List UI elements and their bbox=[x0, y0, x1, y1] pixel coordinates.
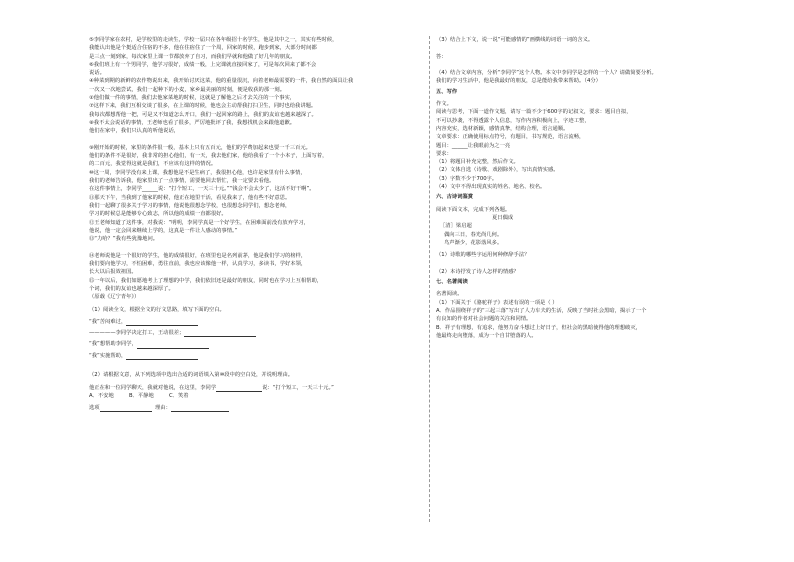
text-line: 个词，我们的友谊也越来越深厚了。 bbox=[89, 285, 174, 292]
answer-blank[interactable] bbox=[184, 330, 256, 337]
fill-in-row bbox=[89, 340, 422, 348]
text-line: 不可以抄袭，不得透露个人信息，写作内容积极向上，字迹工整， bbox=[436, 117, 590, 124]
text-line: 的二百元，我觉得这就是我们，不应该有这样的情况。 bbox=[89, 161, 217, 168]
text-line: 我每次都想帮他一把，可是又不知道怎么开口，我们一起回家的路上，我们的友谊也越来越深了。 bbox=[89, 111, 317, 118]
text-line: ⑨刚开始的时候，家里的条件很一般，基本上只有五百元，他们的学费加起来也要一千三百元。 bbox=[89, 144, 311, 151]
fill-in-prompt: “我”实施帮助， bbox=[89, 352, 127, 359]
text-line: 文章要求：正确使用标点符号，有题目，书写规范，语言流畅， bbox=[436, 134, 585, 141]
text-line: 我们的老师告诉我，他家里出了一点事情，需要他回去帮忙，我一定要去看他。 bbox=[89, 178, 275, 185]
text-line bbox=[436, 61, 772, 69]
reason-blank[interactable] bbox=[171, 405, 229, 412]
requirement-item: （3）字数不少于700字。 bbox=[436, 175, 498, 182]
fill-in-prompt: “我”想帮助李同学， bbox=[89, 341, 137, 348]
text-line: ②他们做一件的事情，我们去他家菜地的时候，这就是了解他之后才去关注的一个事实， bbox=[89, 95, 296, 102]
answer-label: 选项 bbox=[89, 405, 100, 412]
text-line: ⑮一年以后，我们如愿地考上了理想的中学，我们依旧还是最好的朋友，同时也在学习上互相帮助， bbox=[89, 277, 323, 284]
requirements-label: 要求： bbox=[436, 150, 452, 157]
option-a: A．不安地 bbox=[89, 392, 114, 399]
fill-in-prompt: —————李同学决定打工，王动很差； bbox=[89, 330, 185, 337]
option-b: B．平静地 bbox=[128, 392, 154, 399]
text-line: 一次又一次地尝试，我们一起种下的小麦，家乡最美丽的时刻，便是收获的那一刻。 bbox=[89, 86, 285, 93]
text-line: 题目：______让我眼前为之一亮 bbox=[436, 142, 511, 149]
question-2-options bbox=[89, 392, 422, 400]
text-line: 我们要向他学习，不怕困难，勇往直前，我也应该像他一样，认真学习，多读书，学好本领， bbox=[89, 261, 307, 268]
question-2-sentence-pre: 他正在和一位同学聊天，我就对他说，在这里，李同学 bbox=[89, 384, 217, 391]
question-2-answer-line bbox=[89, 404, 422, 412]
requirement-item: （4）文中不得出现真实的姓名、地名、校名。 bbox=[436, 184, 546, 191]
text-line: 他们在家中，我们只认真的听他说话， bbox=[89, 128, 180, 135]
text-line bbox=[89, 243, 422, 251]
text-line: （原载《辽宁青年》） bbox=[89, 294, 140, 301]
section-5-heading: 五、写作 bbox=[436, 88, 458, 95]
right-column bbox=[436, 36, 772, 340]
text-line: 长大以后报效祖国。 bbox=[89, 269, 137, 276]
option-line: 有良知的作者对社会问题的关注和同情。 bbox=[436, 316, 532, 323]
question-2-sentence-post: 说：“打个短工，一天三十元。” bbox=[262, 384, 334, 391]
writing-prompt bbox=[436, 100, 772, 150]
text-line: 我们的学习生活中，他是我最好的朋友，总是能给我带来帮助。（4分） bbox=[436, 78, 601, 85]
answer-blank[interactable] bbox=[126, 353, 198, 360]
text-line: 阅读与思考，下面一道作文题，请写一篇不少于600字的记叙文，要求：题目自拟， bbox=[436, 109, 632, 116]
text-line: ⑥我们班上有一个男同学，他学习很好，成绩一般，上完课就直接回家了，可是每次回来了都不会 bbox=[89, 61, 317, 68]
question-2-sentence bbox=[89, 384, 422, 392]
questions-3-4 bbox=[436, 36, 772, 86]
text-line: 我能认出他是个挺适合住宿的不多，他在住宿住了一个周，回家的时候，跑步到家，大部分时间都 bbox=[89, 45, 317, 52]
text-line: 作文。 bbox=[436, 101, 452, 108]
answer-blank[interactable] bbox=[100, 405, 152, 412]
section-7-heading: 七、名著阅读 bbox=[436, 279, 468, 286]
text-line: 在这件事情上，李同学______说：“打个短工，一天三十元。”“钱会不会太少了，这活不好干啊”。 bbox=[89, 186, 315, 193]
poem-intro: 阅读下面文本，完成下列各题。 bbox=[436, 206, 511, 213]
answer-blank[interactable] bbox=[216, 385, 262, 392]
text-line bbox=[436, 44, 772, 52]
text-line: ⑪那天下午，当我到了他家的时候，他正在地里干活，看见我来了，他有些不好意思。 bbox=[89, 194, 291, 201]
poem-title: 夏日偶成 bbox=[492, 214, 514, 221]
text-line: ⑦这样下来，我们互相交谈了很多，在上课的时候，他也会主动帮我打扫卫生，同时也给我讲题。 bbox=[89, 103, 317, 110]
text-line: ④种菜到期的新鲜的农作物说出来，我开始讨厌这菜，他的重量很沉，向着老师最需要的一件，我自然的面具让我 bbox=[89, 78, 354, 85]
answer-blank[interactable] bbox=[126, 319, 198, 326]
option-c: C．笑着 bbox=[168, 392, 189, 399]
classic-reading-intro: 名著阅读。 bbox=[436, 291, 463, 298]
text-line: ⑬“力哈？”我有些犹豫地问。 bbox=[89, 236, 159, 243]
text-line: ⑧我不太会说话的事情，王老师也看了很多，严厉地批评了我，我想找机会来跟他道歉。 bbox=[89, 119, 296, 126]
poem-line: 鸟声渐少，花影落风多。 bbox=[444, 239, 503, 246]
poem-question-2: （2）本诗抒发了诗人怎样的情感？ bbox=[436, 268, 519, 275]
option-line: B．祥子有理想，有追求，他努力奋斗想过上好日子，但社会的黑暗使得他的理想破灭， bbox=[436, 324, 641, 331]
text-line: ⑩这一周，李同学没有来上课，我想他是不是生病了，我很担心他，也许是家里有什么事情， bbox=[89, 169, 306, 176]
classic-reading-question: （1）下面关于《骆驼祥子》表述有误的一项是（ ） bbox=[436, 299, 558, 306]
writing-requirements bbox=[436, 158, 772, 191]
text-line bbox=[89, 136, 422, 144]
reason-label: 理由： bbox=[154, 405, 171, 412]
poem-body bbox=[436, 231, 772, 248]
answer-blank[interactable] bbox=[137, 342, 209, 349]
text-line: 他说，他一定会回来继续上学的，这真是一件让人感动的事情。” bbox=[89, 227, 238, 234]
text-line: 内容充实，选材新颖，感情真挚，结构合理，语言通顺。 bbox=[436, 125, 569, 132]
option-line: 他最终走向堕落，成为一个自甘堕落的人。 bbox=[436, 332, 537, 339]
question-1-items bbox=[89, 318, 422, 360]
fill-in-row bbox=[89, 329, 422, 337]
classic-reading-options bbox=[436, 307, 772, 340]
text-line: 我们一起聊了很多关于学习的事情，他说他很想念学校，也很想念同学们，想念老师， bbox=[89, 202, 291, 209]
poem-line: 偶向三日，春光尚几何。 bbox=[444, 231, 503, 238]
option-line: A．作品围绕祥子的“三起三落”写出了人力车夫的生活，反映了当时社会黑暗，揭示了一个 bbox=[436, 307, 647, 314]
text-line: （4）结合文章内容，分析“李同学”这个人物。本文中李同学是怎样的一个人？请做简要分析。 bbox=[436, 70, 657, 77]
left-column bbox=[89, 36, 422, 412]
column-divider bbox=[429, 36, 430, 522]
fill-in-row bbox=[89, 318, 422, 326]
text-line: ⑤李同学家在农村，是学校里的走读生，学校一届只在各年级招十名学生，他是其中之一，其实有些时候， bbox=[89, 37, 338, 43]
poem-author: ［清］梁启超 bbox=[440, 223, 472, 230]
poem-question-1: （1）诗歌的哪些字运用何种修辞手法？ bbox=[436, 252, 530, 259]
text-line: 说话。 bbox=[89, 70, 105, 77]
text-line: （3）结合上下文，说一说“可能感情的”画横线的词语一词的含义。 bbox=[436, 37, 594, 43]
fill-in-row bbox=[89, 352, 422, 360]
question-2-stem: （2）请根据文意，从下列选项中选出合适的词语填入第⑩段中的空白处，并说明理由。 bbox=[89, 372, 294, 379]
text-line: 是三点一刻到家，每次家里上课一节都放弃了自习，而我们早就和他做了好几年的朋友。 bbox=[89, 53, 296, 60]
question-1-stem: （1）阅读全文，根据全文的行文思路，填写下面的空白。 bbox=[89, 306, 225, 313]
text-line: 学习的时候总是能够专心致志，所以他的成绩一直都很好。 bbox=[89, 211, 227, 218]
story-text bbox=[89, 36, 422, 302]
requirement-item: （2）文体自选（诗歌、戏剧除外），写出真情实感。 bbox=[436, 167, 559, 174]
fill-in-prompt: “我”苦闷难过， bbox=[89, 318, 127, 325]
section-6-heading: 六、古诗词鉴赏 bbox=[436, 194, 474, 201]
text-line: 他们的条件不是很好，我非常的担心他们，有一天，我去他们家，他给我看了一个小本子，上面写着， bbox=[89, 153, 328, 160]
text-line: 答： bbox=[436, 53, 447, 60]
requirement-item: （1）将题目补充完整，然后作文。 bbox=[436, 159, 519, 166]
text-line: ⑫王老师知道了这件事，对我说：“明明，李同学真是一个好学生，在困难面前没有放弃学习， bbox=[89, 219, 309, 226]
text-line: ⑭老师说他是一个很好的学生，他的成绩很好，在班里也是名列前茅，他是我们学习的榜样， bbox=[89, 252, 307, 259]
